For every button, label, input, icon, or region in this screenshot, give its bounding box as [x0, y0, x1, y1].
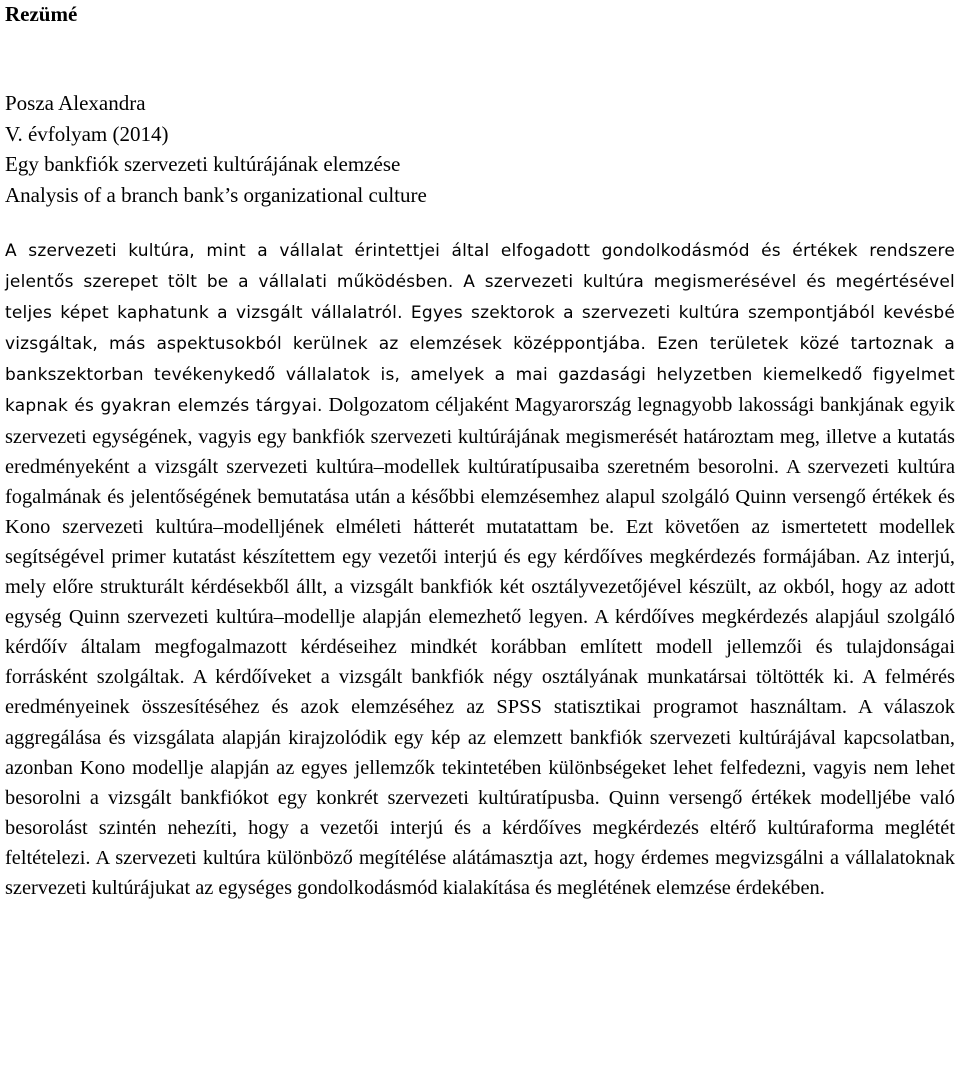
title-hungarian: Egy bankfiók szervezeti kultúrájának elemzése — [5, 152, 401, 176]
year-line: V. évfolyam (2014) — [5, 121, 169, 146]
document-meta — [5, 88, 955, 210]
abstract-text-part1: A szervezeti kultúra, mint a vállalat érintettjei által elfogadott gondolkodásmód és értékek rendszere jelentős szerepet tölt be a vállalati működésben. A szervezeti kultúra megismerésével és megértésével teljes képet kaphatunk a vizsgált vállalatról. Egyes szektorok a szervezeti kultúra szempontjából kevésbé vizsgáltak, más aspektusokból kerülnek az elemzések középpontjába. Ezen területek közé tartoznak a bankszektorban tevékenykedő vállalatok is, amelyek a mai gazdasági helyzetben kiemelkedő figyelmet kapnak és gyakran elemzés tárgyai. — [5, 241, 955, 417]
document-heading: Rezümé — [5, 2, 78, 26]
document-page — [5, 0, 955, 923]
abstract-text-part2: Dolgozatom céljaként Magyarország legnagyobb lakossági bankjának egyik szervezeti egységének, vagyis egy bankfiók szervezeti kultúrájának megismerését határoztam meg, illetve a kutatás eredményeként a vizsgált szervezeti kultúra–modellek kultúratípusaiba szeretném besorolni. A szervezeti kultúra fogalmának és jelentőségének bemutatása után a későbbi elemzésemhez alapul szolgáló Quinn versengő értékek és Kono szervezeti kultúra–modelljének elméleti hátterét mutatattam be. Ezt követően az ismertetett modellek segítségével primer kutatást készítettem egy vezetői interjú és egy kérdőíves megkérdezés formájában. Az interjú, mely előre strukturált kérdésekből állt, a vizsgált bankfiók két osztályvezetőjével készült, az okból, hogy az adott egység Quinn szervezeti kultúra–modellje alapján elemezhető legyen. A kérdőíves megkérdezés alapjául szolgáló kérdőív általam megfogalmazott kérdéseihez mindkét korábban említett modell jellemzői és tulajdonságai forrásként szolgáltak. A kérdőíveket a vizsgált bankfiók négy osztályának munkatársai töltötték ki. A felmérés eredményeinek összesítéséhez és azok elemzéséhez az SPSS statisztikai programot használtam. A válaszok aggregálása és vizsgálata alapján kirajzolódik egy kép az elemzett bankfiók szervezeti kultúrájával kapcsolatban, azonban Kono modellje alapján az egyes jellemzők tekintetében különbségeket lehet felfedezni, vagyis nem lehet besorolni a vizsgált bankfiókot egy konkrét szervezeti kultúratípusba. Quinn versengő értékek modelljébe való besorolást szintén nehezíti, hogy a vezetői interjú és a kérdőíves megkérdezés eltérő kultúraforma meglétét feltételezi. A szervezeti kultúra különböző megítélése alátámasztja azt, hogy érdemes megvizsgálni a vállalatoknak szervezeti kultúrájukat az egységes gondolkodásmód kialakítása és meglétének elemzése érdekében. — [5, 394, 955, 899]
author-name: Posza Alexandra — [5, 91, 146, 115]
abstract-paragraph — [5, 235, 955, 903]
title-english: Analysis of a branch bank’s organizational culture — [5, 182, 427, 207]
